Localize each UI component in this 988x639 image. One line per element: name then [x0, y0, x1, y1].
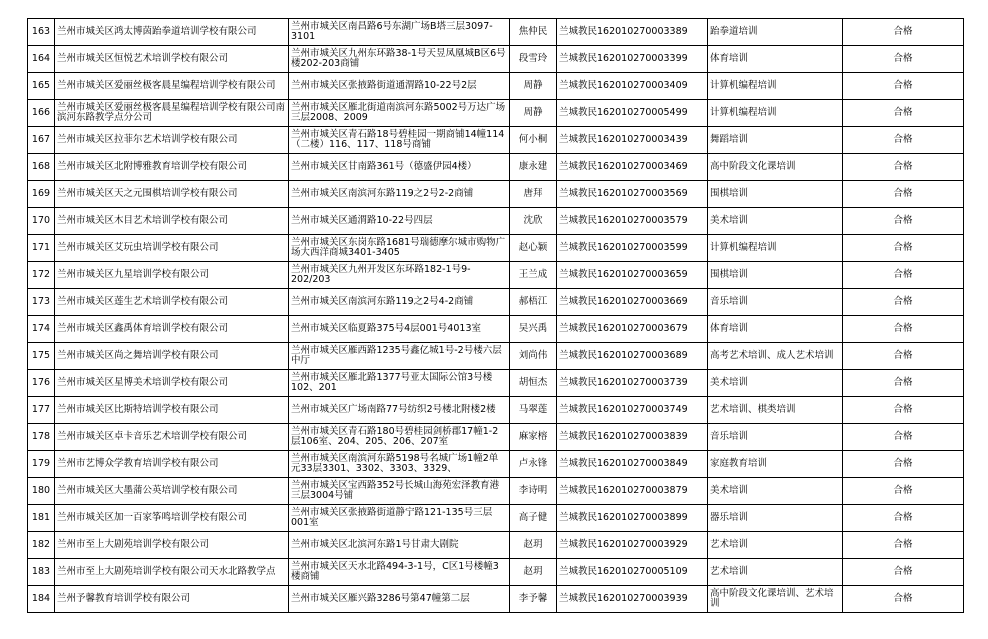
training-scope: 体育培训 [708, 316, 843, 343]
table-row [28, 343, 964, 370]
inspection-result: 合格 [843, 19, 964, 46]
table-row [28, 154, 964, 181]
school-address: 兰州市城关区北滨河东路1号甘肃大剧院 [289, 532, 510, 559]
table-row [28, 397, 964, 424]
school-address: 兰州市城关区东岗东路1681号瑞德摩尔城市购物广场大西洋商城3401-3405 [289, 235, 510, 262]
legal-representative: 康永建 [510, 154, 557, 181]
inspection-result: 合格 [843, 154, 964, 181]
inspection-result: 合格 [843, 235, 964, 262]
legal-representative: 何小桐 [510, 127, 557, 154]
permit-number: 兰城教民162010270003839 [557, 424, 708, 451]
legal-representative: 赵心颖 [510, 235, 557, 262]
school-name: 兰州市城关区比斯特培训学校有限公司 [55, 397, 289, 424]
school-address: 兰州市城关区九州开发区东环路182-1号9-202/203 [289, 262, 510, 289]
permit-number: 兰城教民162010270003569 [557, 181, 708, 208]
inspection-result: 合格 [843, 46, 964, 73]
training-scope: 计算机编程培训 [708, 73, 843, 100]
school-address: 兰州市城关区南滨河东路119之2号4-2商铺 [289, 289, 510, 316]
school-address: 兰州市城关区南滨河东路119之2号2-2商铺 [289, 181, 510, 208]
school-name: 兰州市至上大剧苑培训学校有限公司天水北路教学点 [55, 559, 289, 586]
row-number: 166 [28, 100, 55, 127]
legal-representative: 李予馨 [510, 586, 557, 613]
table-row [28, 370, 964, 397]
legal-representative: 王兰成 [510, 262, 557, 289]
row-number: 173 [28, 289, 55, 316]
table-row [28, 451, 964, 478]
row-number: 163 [28, 19, 55, 46]
inspection-result: 合格 [843, 586, 964, 613]
legal-representative: 麻家榕 [510, 424, 557, 451]
inspection-result: 合格 [843, 424, 964, 451]
school-name: 兰州市城关区天之元围棋培训学校有限公司 [55, 181, 289, 208]
permit-number: 兰城教民162010270003679 [557, 316, 708, 343]
training-scope: 家庭教育培训 [708, 451, 843, 478]
school-name: 兰州市城关区艾玩虫培训学校有限公司 [55, 235, 289, 262]
training-scope: 围棋培训 [708, 181, 843, 208]
legal-representative: 胡恒杰 [510, 370, 557, 397]
table-row [28, 181, 964, 208]
table-row [28, 19, 964, 46]
legal-representative: 赵玥 [510, 559, 557, 586]
school-name: 兰州市城关区加一百家筝鸣培训学校有限公司 [55, 505, 289, 532]
school-address: 兰州市城关区天水北路494-3-1号，C区1号楼幢3楼商铺 [289, 559, 510, 586]
training-scope: 艺术培训、棋类培训 [708, 397, 843, 424]
legal-representative: 焦仲民 [510, 19, 557, 46]
schools-table [27, 18, 964, 613]
table-row [28, 505, 964, 532]
legal-representative: 唐拜 [510, 181, 557, 208]
table-row [28, 559, 964, 586]
permit-number: 兰城教民162010270003749 [557, 397, 708, 424]
legal-representative: 高子健 [510, 505, 557, 532]
permit-number: 兰城教民162010270003399 [557, 46, 708, 73]
permit-number: 兰城教民162010270003439 [557, 127, 708, 154]
school-address: 兰州市城关区通渭路10-22号四层 [289, 208, 510, 235]
school-name: 兰州市艺博众学教育培训学校有限公司 [55, 451, 289, 478]
permit-number: 兰城教民162010270003389 [557, 19, 708, 46]
permit-number: 兰城教民162010270003879 [557, 478, 708, 505]
permit-number: 兰城教民162010270005499 [557, 100, 708, 127]
training-scope: 体育培训 [708, 46, 843, 73]
permit-number: 兰城教民162010270003659 [557, 262, 708, 289]
school-name: 兰州市城关区爱丽丝极客晨星编程培训学校有限公司 [55, 73, 289, 100]
legal-representative: 郝梧江 [510, 289, 557, 316]
table-row [28, 73, 964, 100]
school-name: 兰州市城关区木目艺术培训学校有限公司 [55, 208, 289, 235]
training-scope: 器乐培训 [708, 505, 843, 532]
legal-representative: 吴兴禹 [510, 316, 557, 343]
inspection-result: 合格 [843, 208, 964, 235]
permit-number: 兰城教民162010270003409 [557, 73, 708, 100]
table-row [28, 262, 964, 289]
permit-number: 兰城教民162010270003689 [557, 343, 708, 370]
training-scope: 美术培训 [708, 478, 843, 505]
training-scope: 计算机编程培训 [708, 100, 843, 127]
school-address: 兰州市城关区雁兴路3286号第47幢第二层 [289, 586, 510, 613]
school-name: 兰州市城关区爱丽丝极客晨星编程培训学校有限公司南滨河东路教学点分公司 [55, 100, 289, 127]
permit-number: 兰城教民162010270003579 [557, 208, 708, 235]
school-address: 兰州市城关区宝西路352号长城山海苑宏泽教育港三层3004号铺 [289, 478, 510, 505]
training-scope: 高中阶段文化课培训、艺术培训 [708, 586, 843, 613]
permit-number: 兰城教民162010270005109 [557, 559, 708, 586]
permit-number: 兰城教民162010270003899 [557, 505, 708, 532]
row-number: 170 [28, 208, 55, 235]
row-number: 171 [28, 235, 55, 262]
table-row [28, 208, 964, 235]
inspection-result: 合格 [843, 100, 964, 127]
table-row [28, 586, 964, 613]
row-number: 168 [28, 154, 55, 181]
school-address: 兰州市城关区雁西路1235号鑫亿城1号-2号楼六层中厅 [289, 343, 510, 370]
school-name: 兰州市城关区拉菲尔艺术培训学校有限公司 [55, 127, 289, 154]
row-number: 178 [28, 424, 55, 451]
training-scope: 跆拳道培训 [708, 19, 843, 46]
inspection-result: 合格 [843, 73, 964, 100]
inspection-result: 合格 [843, 343, 964, 370]
school-address: 兰州市城关区青石路18号碧桂园一期商铺14幢114（二楼）116、117、118号商铺 [289, 127, 510, 154]
school-name: 兰州市城关区卓卡音乐艺术培训学校有限公司 [55, 424, 289, 451]
inspection-result: 合格 [843, 181, 964, 208]
row-number: 176 [28, 370, 55, 397]
row-number: 164 [28, 46, 55, 73]
permit-number: 兰城教民162010270003929 [557, 532, 708, 559]
training-scope: 美术培训 [708, 208, 843, 235]
training-scope: 高中阶段文化课培训 [708, 154, 843, 181]
legal-representative: 沈欣 [510, 208, 557, 235]
inspection-result: 合格 [843, 370, 964, 397]
school-name: 兰州市城关区北附博雅教育培训学校有限公司 [55, 154, 289, 181]
school-address: 兰州市城关区甘南路361号（德盛伊园4楼） [289, 154, 510, 181]
legal-representative: 赵玥 [510, 532, 557, 559]
permit-number: 兰城教民162010270003469 [557, 154, 708, 181]
training-scope: 艺术培训 [708, 532, 843, 559]
school-address: 兰州市城关区雁北路1377号亚太国际公馆3号楼102、201 [289, 370, 510, 397]
school-address: 兰州市城关区青石路180号碧桂园剑桥郡17幢1-2层106室、204、205、206、207室 [289, 424, 510, 451]
school-name: 兰州市城关区尚之舞培训学校有限公司 [55, 343, 289, 370]
permit-number: 兰城教民162010270003599 [557, 235, 708, 262]
row-number: 184 [28, 586, 55, 613]
table-row [28, 424, 964, 451]
legal-representative: 李诗明 [510, 478, 557, 505]
training-scope: 美术培训 [708, 370, 843, 397]
inspection-result: 合格 [843, 478, 964, 505]
permit-number: 兰城教民162010270003739 [557, 370, 708, 397]
legal-representative: 刘尚伟 [510, 343, 557, 370]
table-body [28, 19, 964, 613]
school-name: 兰州市城关区鸿太博茵跆拳道培训学校有限公司 [55, 19, 289, 46]
row-number: 183 [28, 559, 55, 586]
legal-representative: 卢永锋 [510, 451, 557, 478]
row-number: 182 [28, 532, 55, 559]
table-row [28, 100, 964, 127]
legal-representative: 马翠莲 [510, 397, 557, 424]
table-row [28, 235, 964, 262]
table-row [28, 289, 964, 316]
permit-number: 兰城教民162010270003939 [557, 586, 708, 613]
school-address: 兰州市城关区雁北街道南滨河东路5002号万达广场三层2008、2009 [289, 100, 510, 127]
inspection-result: 合格 [843, 451, 964, 478]
school-address: 兰州市城关区临夏路375号4层001号4013室 [289, 316, 510, 343]
inspection-result: 合格 [843, 532, 964, 559]
school-name: 兰州市城关区九星培训学校有限公司 [55, 262, 289, 289]
school-address: 兰州市城关区张掖路街道静宁路121-135号三层001室 [289, 505, 510, 532]
legal-representative: 段雪玲 [510, 46, 557, 73]
school-address: 兰州市城关区南昌路6号东湖广场B塔三层3097-3101 [289, 19, 510, 46]
school-name: 兰州予馨教育培训学校有限公司 [55, 586, 289, 613]
school-name: 兰州市城关区大墨蒲公英培训学校有限公司 [55, 478, 289, 505]
training-scope: 音乐培训 [708, 289, 843, 316]
inspection-result: 合格 [843, 397, 964, 424]
school-name: 兰州市城关区星博美术培训学校有限公司 [55, 370, 289, 397]
row-number: 177 [28, 397, 55, 424]
school-address: 兰州市城关区九州东环路38-1号天昱凤凰城B区6号楼202-203商铺 [289, 46, 510, 73]
training-scope: 计算机编程培训 [708, 235, 843, 262]
row-number: 174 [28, 316, 55, 343]
row-number: 180 [28, 478, 55, 505]
training-scope: 舞蹈培训 [708, 127, 843, 154]
row-number: 179 [28, 451, 55, 478]
school-address: 兰州市城关区广场南路77号纺织2号楼北附楼2楼 [289, 397, 510, 424]
training-scope: 艺术培训 [708, 559, 843, 586]
inspection-result: 合格 [843, 262, 964, 289]
permit-number: 兰城教民162010270003669 [557, 289, 708, 316]
training-scope: 高考艺术培训、成人艺术培训 [708, 343, 843, 370]
training-scope: 围棋培训 [708, 262, 843, 289]
school-address: 兰州市城关区张掖路街道通渭路10-22号2层 [289, 73, 510, 100]
inspection-result: 合格 [843, 127, 964, 154]
table-row [28, 316, 964, 343]
row-number: 167 [28, 127, 55, 154]
legal-representative: 周静 [510, 100, 557, 127]
school-name: 兰州市至上大剧苑培训学校有限公司 [55, 532, 289, 559]
table-row [28, 127, 964, 154]
school-name: 兰州市城关区莲生艺术培训学校有限公司 [55, 289, 289, 316]
school-address: 兰州市城关区南滨河东路5198号名城广场1幢2单元33层3301、3302、3303、3329、 [289, 451, 510, 478]
permit-number: 兰城教民162010270003849 [557, 451, 708, 478]
table-row [28, 478, 964, 505]
table-row [28, 532, 964, 559]
inspection-result: 合格 [843, 505, 964, 532]
legal-representative: 周静 [510, 73, 557, 100]
row-number: 175 [28, 343, 55, 370]
row-number: 172 [28, 262, 55, 289]
row-number: 169 [28, 181, 55, 208]
row-number: 165 [28, 73, 55, 100]
table-row [28, 46, 964, 73]
inspection-result: 合格 [843, 316, 964, 343]
school-name: 兰州市城关区恒悦艺术培训学校有限公司 [55, 46, 289, 73]
school-name: 兰州市城关区鑫禹体育培训学校有限公司 [55, 316, 289, 343]
inspection-result: 合格 [843, 289, 964, 316]
inspection-result: 合格 [843, 559, 964, 586]
row-number: 181 [28, 505, 55, 532]
training-scope: 音乐培训 [708, 424, 843, 451]
